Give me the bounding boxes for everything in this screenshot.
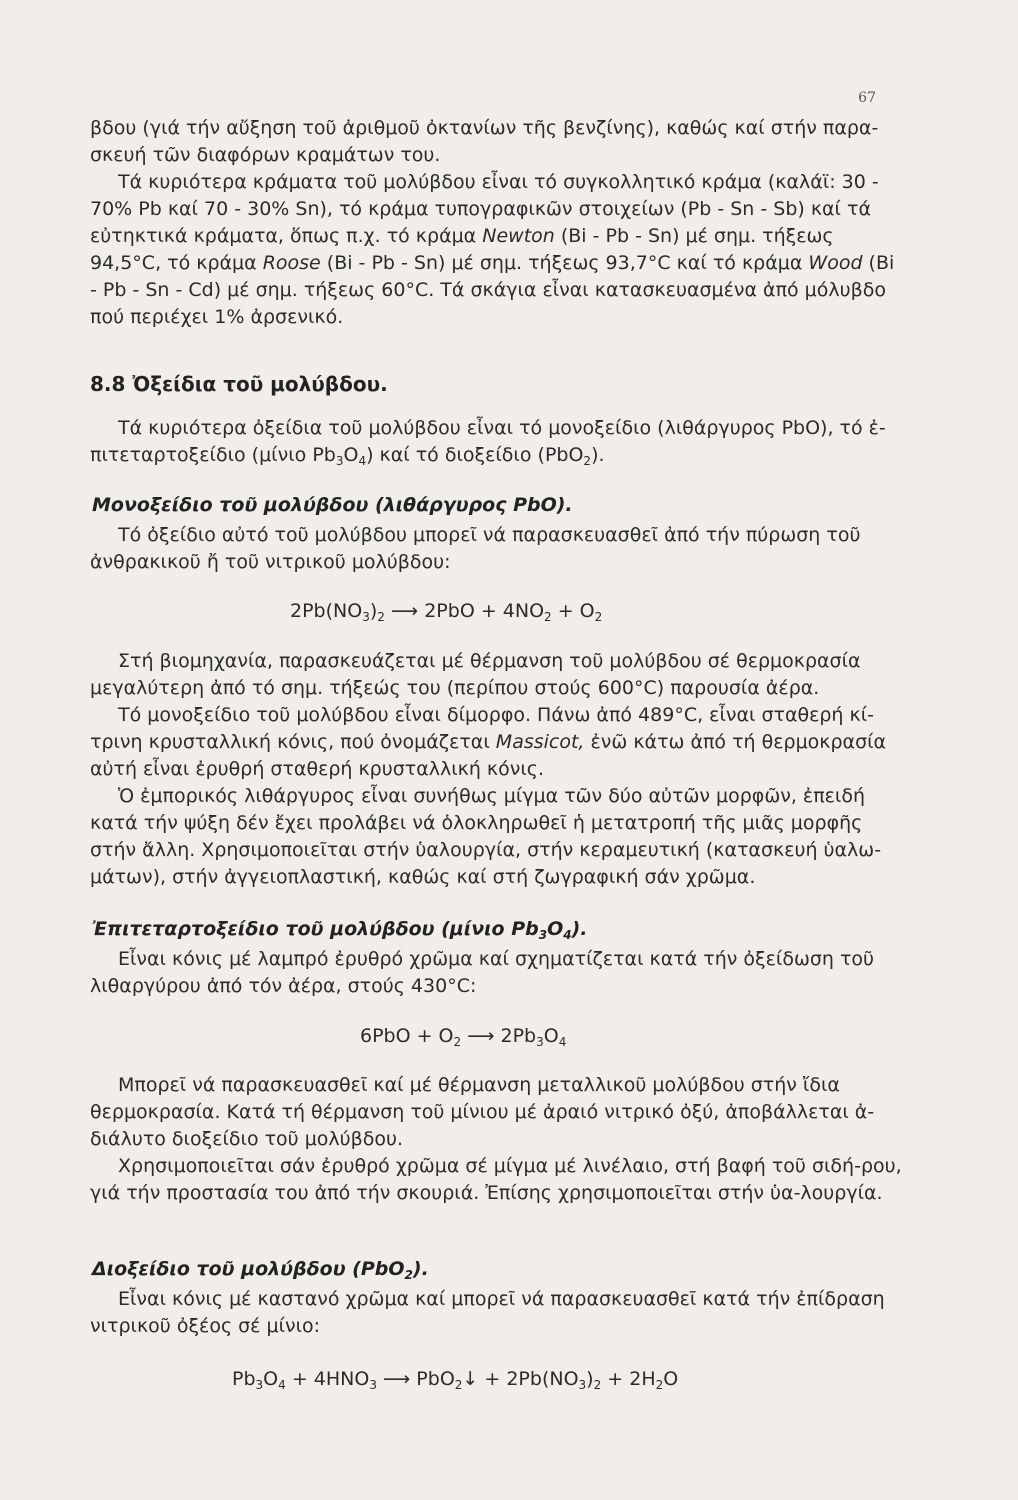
dioxide-intro: Εἶναι κόνις μέ καστανό χρῶμα καί μπορεῖ νά παρασκευασθεῖ κατά τήν ἐπίδραση νιτρικοῦ ὀξέος σέ μίνιο: <box>90 1288 885 1337</box>
alloys-paragraph: Τά κυριότερα κράματα τοῦ μολύβδου εἶναι τό συγκολλητικό κράμα (καλάϊ: 30 - 70% Pb καί 70 - 30% Sn), τό κράμα τυπογραφικῶν στοιχείων (Pb - Sn - Sb) καί τά εὐτηκτικά κράματα, ὅπως π.χ. τό κράμα Newton (Bi - Pb - Sn) μέ σημ. τήξεως 94,5°C, τό κράμα Roose (Bi - Pb - Sn) μέ σημ. τήξεως 93,7°C καί τό κράμα Wood (Bi - Pb - Sn - Cd) μέ σημ. τήξεως 60°C. Τά σκάγια εἶναι κατασκευασμένα ἀπό μόλυβδο πού περιέχει 1% ἀρσενικό. <box>90 171 895 328</box>
newton-alloy: Newton <box>482 225 555 247</box>
equation-dioxide: $Pb_3O_4 + 4HNO_3$ ⟶ PbO$_2$↓ + $2Pb(NO_3)_2 + 2H_2O$ <box>232 1368 679 1392</box>
equation-minium: $6PbO + O_2$ ⟶ $2Pb_3O_4$ <box>360 1025 567 1049</box>
monoxide-heading: Μονοξείδιο τοῦ μολύβδου (λιθάργυρος PbO). <box>92 494 573 516</box>
intro-line-1: βδου (γιά τήν αὔξηση τοῦ ἀριθμοῦ ὀκτανίων τῆς βενζίνης), καθώς καί στήν παρα- <box>90 117 879 139</box>
minium-heading: Ἐπιτεταρτοξείδιο τοῦ μολύβδου (μίνιο $Pb_3O_4$). <box>92 918 588 942</box>
roose-alloy: Roose <box>262 252 321 274</box>
equation-monoxide: $2Pb(NO_3)_2$ ⟶ $2PbO + 4NO_2 + O_2$ <box>290 600 603 624</box>
massicot-term: Massicot, <box>495 731 585 753</box>
page-number: 67 <box>858 90 876 106</box>
minium-body: Μπορεῖ νά παρασκευασθεῖ καί μέ θέρμανση μεταλλικοῦ μολύβδου στήν ἴδια θερμοκρασία. Κατά τή θέρμανση τοῦ μίνιου μέ ἀραιό νιτρικό ὀξύ, ἀποβάλλεται ἀ-διάλυτο διοξείδιο τοῦ μολύβδου. Χρησιμοποιεῖται σάν ἐρυθρό χρῶμα σέ μίγμα μέ λινέλαιο, στή βαφή τοῦ σιδή-ρου, γιά τήν προστασία του ἀπό τήν σκουριά. Ἐπίσης χρησιμοποιεῖται στήν ὑα-λουργία. <box>90 1074 902 1204</box>
monoxide-intro: Τό ὀξείδιο αὐτό τοῦ μολύβδου μπορεῖ νά παρασκευασθεῖ ἀπό τήν πύρωση τοῦ ἀνθρακικοῦ ἤ τοῦ νιτρικοῦ μολύβδου: <box>90 524 861 573</box>
dioxide-heading: Διοξείδιο τοῦ μολύβδου (PbO$_2$). <box>92 1258 429 1282</box>
section-heading: 8.8 Ὀξείδια τοῦ μολύβδου. <box>90 372 388 396</box>
intro-line-2: σκευή τῶν διαφόρων κραμάτων του. <box>90 144 441 166</box>
wood-alloy: Wood <box>808 252 863 274</box>
monoxide-body: Στή βιομηχανία, παρασκευάζεται μέ θέρμανση τοῦ μολύβδου σέ θερμοκρασία μεγαλύτερη ἀπό τό σημ. τήξεώς του (περίπου στούς 600°C) παρουσία ἀέρα. Τό μονοξείδιο τοῦ μολύβδου εἶναι δίμορφο. Πάνω ἀπό 489°C, εἶναι σταθερή κί-τρινη κρυσταλλική κόνις, πού ὀνομάζεται Massicot, ἐνῶ κάτω ἀπό τή θερμοκρασία αὐτή εἶναι ἐρυθρή σταθερή κρυσταλλική κόνις. Ὁ ἐμπορικός λιθάργυρος εἶναι συνήθως μίγμα τῶν δύο αὐτῶν μορφῶν, ἐπειδή κατά τήν ψύξη δέν ἔχει προλάβει νά ὁλοκληρωθεῖ ἡ μετατροπή τῆς μιᾶς μορφῆς στήν ἄλλη. Χρησιμοποιεῖται στήν ὑαλουργία, στήν κεραμευτική (κατασκευή ὑαλω-μάτων), στήν ἀγγειοπλαστική, καθώς καί στή ζωγραφική σάν χρῶμα. <box>90 650 887 888</box>
intro-paragraphs <box>90 115 905 331</box>
minium-intro: Εἶναι κόνις μέ λαμπρό ἐρυθρό χρῶμα καί σχηματίζεται κατά τήν ὀξείδωση τοῦ λιθαργύρου ἀπό τόν ἀέρα, στούς 430°C: <box>90 948 875 997</box>
oxides-intro: Τά κυριότερα ὀξείδια τοῦ μολύβδου εἶναι τό μονοξείδιο (λιθάργυρος PbO), τό ἐ-πιτεταρτοξείδιο (μίνιο $Pb_3O_4$) καί τό διοξείδιο (PbO$_2$). <box>90 417 886 468</box>
